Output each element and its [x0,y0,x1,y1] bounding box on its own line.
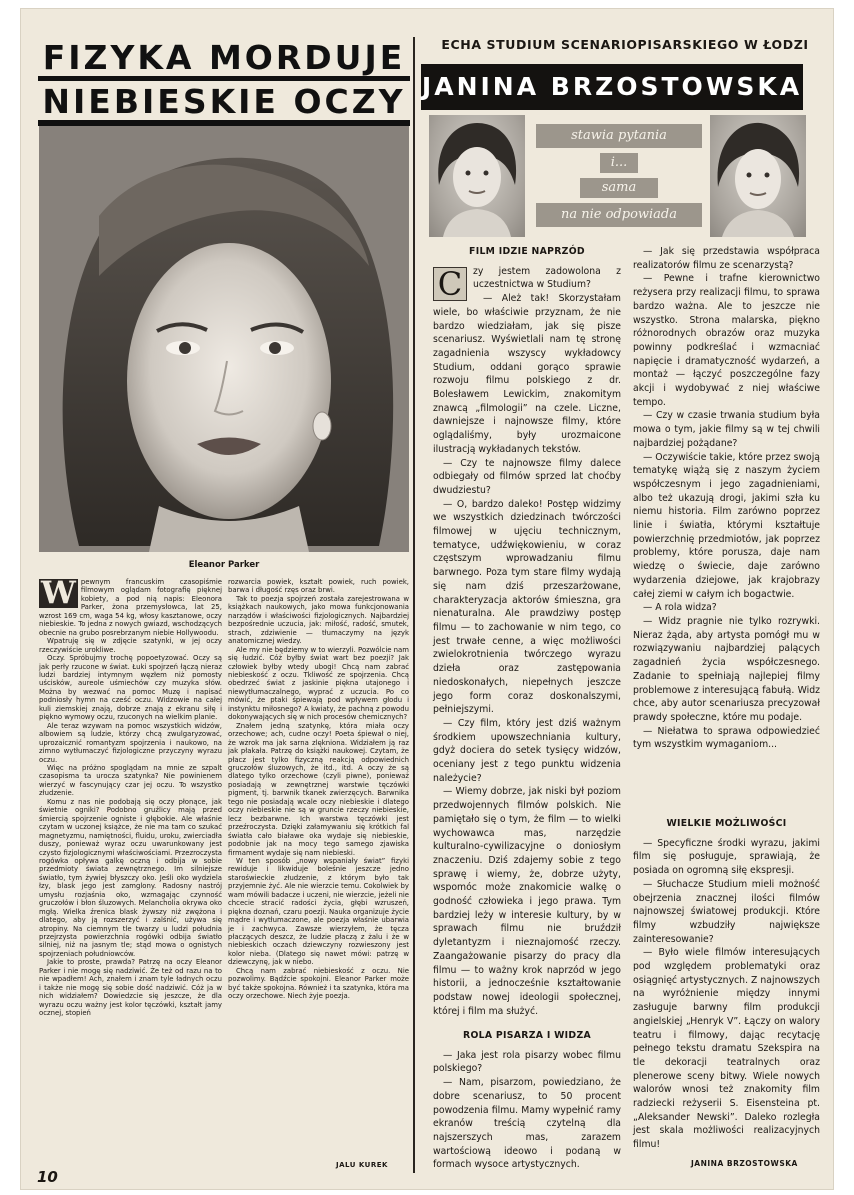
paragraph: — Niełatwa to sprawa odpowiedzieć tym wszystkim wymaganiom... [633,725,820,751]
drop-cap: C [433,267,467,301]
paragraph: — Wiemy dobrze, jak niski był poziom przedwojennych filmów polskich. Nie pamiętało się o tym, że film — to wielki wychowawca mas, narzędzie kulturalno-cywilizacyjne o doniosłym znaczeniu. Dziś zdajemy sobie z tego sprawę i wiemy, że, dobrze użyty, wspomóc może znakomicie walkę o godność człowieka i jego prawa. Tym bardziej leży w interesie kultury, by w sprawach filmu nie bruździł dyletantyzm i nieznajomość rzeczy. Zaangażowanie pisarzy do pracy dla filmu — to ważny krok naprzód w jego historii, a jednocześnie kształtowanie podstaw nowej ideologii społecznej, której i film ma służyć. [433,786,621,1017]
banner-line-3: sama [580,178,658,198]
paragraph: Znałem jedną szatynkę, która miała oczy orzechowe; ach, cudne oczy! Poeta śpiewał o niej, że wzrok ma jak sarna zlękniona. Widziałem ją raz jak płakała. Patrzę do książki naukowej. Czytam, że płacz jest tylko fizyczną reakcją odpowiednich gruczołów śluzowych, że itd., itd. A oczy że są dlatego tylko orzechowe (czyli piwne), ponieważ posiadają w zewnętrznej warstwie tęczówki pigment, tj. barwnik tkanek zwierzęcych. Barwnika tego nie posiadają wcale oczy niebieskie i dlatego oczy niebieskie nie są w gruncie rzeczy niebieskie, lecz bezbarwne. Ich warstwa tęczówki jest przeźroczysta. Dzięki załamywaniu się krótkich fal światła cało białawe oka wydaje się niebieskie, podobnie jak na mocy tego samego zjawiska firmament wydaje się nam niebieski. [228,721,409,857]
author-photo-illustration [429,115,525,237]
author-photo-left [429,115,525,237]
magazine-page [21,9,833,1189]
paragraph: — Pewne i trafne kierownictwo reżysera przy realizacji filmu, to sprawa bardzo ważna. Ale to jeszcze nie wszystko. Strona malarska, piękno różnorodnych obrazów oraz muzyka powinny podkreślać i wzmacniać napięcie i dramatyczność wydarzeń, a montaż — łączyć poszczególne fazy akcji i wydobywać z niej właściwe tempo. [633,273,820,408]
section-title-rola-pisarza: ROLA PISARZA I WIDZA [463,1030,591,1041]
author-photo-right [710,115,806,237]
paragraph: — Widz pragnie nie tylko rozrywki. Nieraz żąda, aby artysta pomógł mu w rozwiązywaniu najbardziej palących zagadnień życia współczesnego. Zadanie to spełniają najlepiej filmy problemowe z interesującą fabułą. Widz chce, aby autor scenariusza precyzował prawdy społeczne, które mu podaje. [633,615,820,723]
banner-line-4: na nie odpowiada [536,203,702,227]
paragraph: Wpatruję się w zdjęcie szatynki, w jej oczy rzeczywiście urokliwe. [39,637,222,654]
paragraph: W pewnym francuskim czasopiśmie filmowym oglądam fotografię pięknej kobiety, a pod nią napis: Eleonora Parker, żona przemysłowca, lat 25, wzrost 169 cm, waga 54 kg, włosy kasztanowe, oczy niebieskie. To jedna z nowych gwiazd, wschodzących obecnie na grubo posrebrzanym niebie Hollywoodu. [39,575,222,637]
drop-cap: W [41,575,76,611]
paragraph: — Czy film, który jest dziś ważnym środkiem upowszechniania kultury, gdyż dociera do setek tysięcy widzów, oceniany jest z tego punktu widzenia należycie? [433,717,621,784]
author-signature-left: JALU KUREK [336,1161,388,1169]
paragraph: — Było wiele filmów interesujących pod względem problematyki oraz osiągnięć artystycznych. Z najnowszych na wyróżnienie między innymi zasługuje barwny film produkcji angielskiej „Henryk V”. Łączy on walory teatru i filmowy, dając recytację pełnego tekstu dramatu Szekspira na tle dekoracji teatralnych oraz plenerowe sceny bitwy. Wiele nowych walorów wnosi też znakomity film radziecki reżyserii S. Eisensteina pt. „Aleksander Newski”. Daleko rozległa jest skala możliwości realizacyjnych filmu! [633,947,820,1151]
banner-line-2: i... [600,153,638,173]
section-kicker: ECHA STUDIUM SCENARIOPISARSKIEGO W ŁODZI [441,37,809,52]
portrait-photo [39,126,409,552]
portrait-illustration [39,126,409,552]
paragraph: — Czy te najnowsze filmy dalece odbiegały od filmów sprzed lat choćby dwudziestu? [433,457,621,496]
section-title-wielkie-mozliwosci: WIELKIE MOŻLIWOŚCI [666,818,787,829]
paragraph: rozwarcia powiek, kształt powiek, ruch powiek, barwa i długość rzęs oraz brwi. [228,578,409,595]
right-column-2-top [633,245,820,805]
paragraph: C zy jestem zadowolona z uczestnictwa w Studium? [433,265,621,292]
headline-line-2: NIEBIESKIE OCZY [38,83,410,126]
right-column-1-top [433,245,621,1017]
right-column-2-bottom [633,817,820,1155]
paragraph: Ale my nie będziemy w to wierzyli. Pozwólcie nam się łudzić. Cóż byłby świat wart bez poezji? Jak człowiek byłby wtedy ubogi! Chcą nam zabrać niebieskość z oczu. Tkliwość ze spojrzenia. Chcą obedrzeć świat z jaskinie piękna utajonego i niewytłumaczalnego, wyprać z uczucia. Po co mówić, że ptaki śpiewają pod wpływem głodu i instynktu miłosnego? A kwiaty, że pachną z powodu dokonywających się w nich procesów chemicznych? [228,645,409,722]
column-divider [413,37,415,1173]
paragraph: Komu z nas nie podobają się oczy płonące, jak świetnie ogniki? Podobno gruźlicy mają przed śmiercią spojrzenie ogniste i głębokie. Ale właśnie czytam w uczonej książce, że nie ma tam co szukać magnetyzmu, namiętności, fluidu, uroku, zwierciadła duszy, ponieważ wyraz oczu uwarunkowany jest czysto fizjologicznymi właściwościami. Przezroczysta rogówka opływa galkę oczną i odbija w sobie przedmioty świata zewnętrznego. Im silniejsze światło, tym żywiej błyszczy oko. Jeśli oko wydziela łzy, blask jego jest zamglony. Radosny nastrój umysłu rozjaśnia oko, wzmagając czynność gruczołów i błon śluzowych. Melancholia okrywa oko mgłą. Wielka źrenica blask żywszy niż zwężona i dlatego, aby ją rozszerzyć i zalśnić, używa się atropiny. Na ciemnym tle twarzy u ludzi południa przejrzysta powierzchnia rogówki odbija światło silniej, niż na jasnym tle; stąd mowa o ognistych spojrzeniach południowców. [39,797,222,958]
paragraph: — A rola widza? [643,602,717,614]
left-article-column-2 [228,578,409,1161]
paragraph: — Jaka jest rola pisarzy wobec filmu polskiego? [433,1049,621,1075]
paragraph: — Specyficzne środki wyrazu, jakimi film się posługuje, sprawiają, że posiada on ogromną siłę ekspresji. [633,837,820,877]
author-signature-right: JANINA BRZOSTOWSKA [691,1159,798,1168]
paragraph: Jakie to proste, prawda? Patrzę na oczy Eleanor Parker i nie mogę się nadziwić. Że też od razu na to nie wpadłem! Ach, znałem i znam tyle ładnych oczu i także nie mogę się sobie dość nadziwić. Cóż ja w nich widziałem? Dowiedzcie się jeszcze, że dla wyrazu oczu ważny jest kolor tęczówki, kształt jamy ocznej, stopień [39,958,222,1018]
subtitle-banner [536,124,702,228]
paragraph: — Nam, pisarzom, powiedziano, że dobre scenariusz, to 50 procent powodzenia filmu. Mamy wypełnić ramy ekranów treścią czytelną dla najszerszych mas, zarazem wartościową ideowo i podaną w formach wysoce artystycznych. [433,1077,621,1171]
paragraph: — O, bardzo daleko! Postęp widzimy we wszystkich dziedzinach twórczości filmowej w ujęciu technicznym, tematyce, udźwiękowieniu, w coraz częstszym wprowadzaniu filmu barwnego. Poza tym stare filmy wydają się nam dziś przeszarżowane, charakteryzacja aktorów śmieszna, gra nienaturalna. Ale prawdziwy postęp filmu — to zachowanie w nim tego, co jest trwałe cenne, a więc możliwości zwielokrotnienia twórczego wyrazu dzieła oraz zastępowania niedoskonałych, niepełnych jeszcze jego form coraz doskonalszymi, pełniejszymi. [433,498,621,716]
paragraph: — Ależ tak! Skorzystałam wiele, bo właściwie przyznam, że nie bardzo wiedziałam, jak się pisze scenariusz. Wyświetlali nam tę stronę zagadnienia wszyscy wykładowcy Studium, oddani gorąco sprawie rozwoju filmu polskiego z dr. Bolesławem Lewickim, znakomitym znawcą „filmologii” na czele. Liczne, dawniejsze i najnowsze filmy, które oglądaliśmy, były urozmaicone ilustracją wykładanych tekstów. [433,293,621,455]
paragraph: — Oczywiście takie, które przez swoją tematykę wiążą się z naszym życiem współczesnym i jego zagadnieniami, albo też ukazują drogi, jakimi szła ku niemu historia. Film zarówno poprzez linie i światła, którymi kształtuje powierzchnię przedmiotów, jak poprzez problemy, które porusza, daje nam wiedzę o świecie, daje zarówno wydarzenia dziejowe, jak krajobrazy całej ziemi w całym ich bogactwie. [633,451,820,600]
author-name-bar: JANINA BRZOSTOWSKA [421,64,803,110]
author-photo-illustration [710,115,806,237]
paragraph: — Jak się przedstawia współpraca realizatorów filmu ze scenarzystą? [633,246,820,271]
section-title-film-idzie-naprzod: FILM IDZIE NAPRZÓD [469,246,585,257]
headline-line-1: FIZYKA MORDUJE [38,39,410,81]
paragraph: — Słuchacze Studium mieli możność obejrzenia znacznej ilości filmów najnowszej światowej produkcji. Które filmy wzbudziły największe zainteresowanie? [633,878,820,945]
paragraph: Ale teraz wzywam na pomoc wszystkich widzów, albowiem są ludzie, którzy chcą zwulgaryzować, uprozaicznić romantyzm spojrzenia i naukowo, na zimno wytłumaczyć fizjologiczne przyczyny wyrazu oczu. [39,721,222,764]
photo-caption: Eleanor Parker [188,560,260,570]
paragraph: W ten sposób „nowy wspaniały świat” fizyki rewiduje i likwiduje boleśnie jeszcze jedno staroświeckie złudzenie, z którym było tak przyjemnie żyć. Ale nie wierzcie temu. Cokolwiek by wam mówili badacze i uczeni, nie wierzcie, jeżeli nie chcecie stracić radości życia, głębi wzruszeń, piękna doznań, czaru poezji. Nauka organizuje życie mądre i wytłumaczone, ale poezja właśnie ubarwia je i zachwyca. Zawsze wierzyłem, że tęcza płaczących deszcz, że ludzie płaczą z żalu i że w niebieskich oczach dziewczyny rozwieszony jest kolor nieba. (Dlatego się nawet mówi: patrzę w dziewczynę, jak w niebo. [228,856,409,967]
paragraph: — Czy w czasie trwania studium była mowa o tym, jakie filmy są w tej chwili najbardziej pożądane? [633,410,820,449]
page-number: 10 [37,1168,58,1186]
paragraph: Chcą nam zabrać niebieskość z oczu. Nie pozwolimy. Bądźcie spokojni. Eleanor Parker może być także spokojna. Również i ta szatynka, która ma oczy orzechowe. Niech żyje poezja. [228,966,409,1001]
article-headline [38,39,410,128]
banner-line-1: stawia pytania [536,124,702,148]
paragraph: Tak to poezja spojrzeń została zarejestrowana w książkach naukowych, jako mowa funkcjonowania narządów i właściwości fizjologicznych. Najbardziej bezpośrednie uczucia, jak: miłość, radość, smutek, strach, zdziwienie — tłumaczymy na język anatomicznej wiedzy. [228,594,409,646]
paragraph: Oczy. Spróbujmy trochę popoetyzować. Oczy są jak perły rzucone w świat. Łuki spojrzeń łączą nieraz ludzi bardziej intymnym węzłem niż pomosty uścisków, aureole uśmiechów czy muzyka słów. Można by wezwać na pomoc Muzę i napisać podniosły hymn na cześć oczu. Widzowie na całej kuli ziemskiej znają, dobrze znają z ekranu siłę i piękno wymowy oczu, rzuconych na wielkim planie. [39,654,222,722]
left-article-column-1 [39,575,222,1161]
right-column-1-bottom [433,1029,621,1171]
paragraph: Więc na próżno spoglądam na mnie ze szpalt czasopisma ta urocza szatynka? Nie powinienem wierzyć w fascynujący czar jej oczu. To wszystko złudzenie. [39,763,222,798]
